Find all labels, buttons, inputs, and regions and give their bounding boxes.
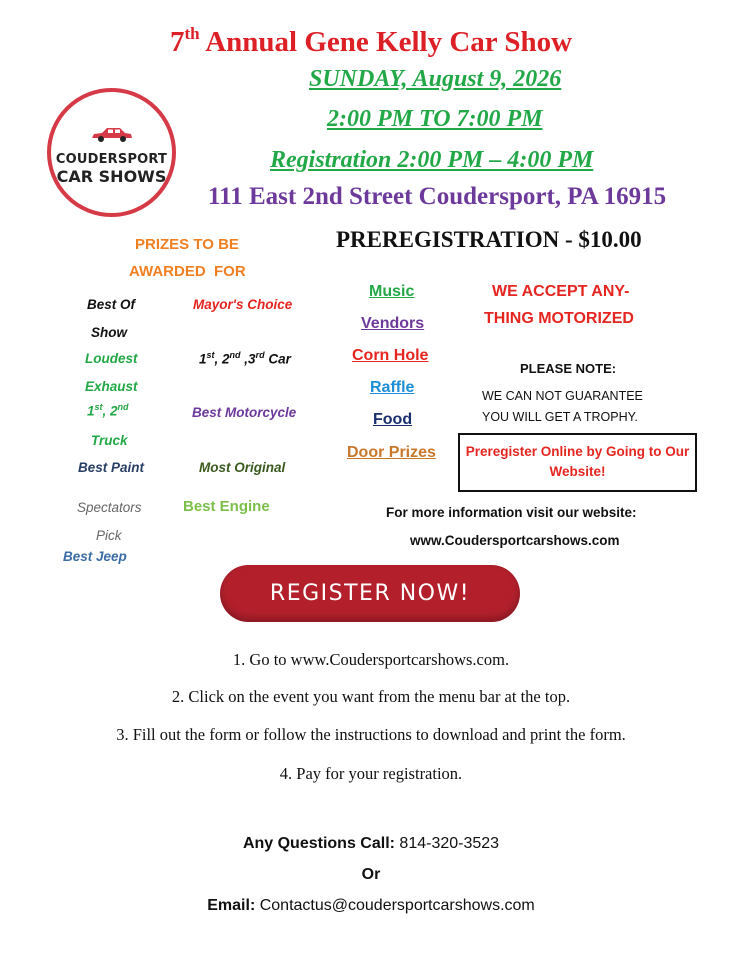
prizes-heading-1: PRIZES TO BE [135, 236, 239, 253]
accept-line-1: WE ACCEPT ANY- [492, 283, 630, 300]
prize-truck: Truck [91, 433, 128, 448]
prize-best-paint: Best Paint [78, 460, 145, 475]
contact-email-line: Email: Contactus@coudersportcarshows.com [207, 897, 535, 914]
prize-show: Show [91, 325, 127, 340]
event-time: 2:00 PM TO 7:00 PM [327, 106, 543, 132]
website-link[interactable]: www.Coudersportcarshows.com [410, 533, 620, 548]
prize-best-of: Best Of [87, 297, 136, 312]
contact-or: Or [361, 866, 381, 883]
prize-loudest: Loudest [85, 351, 138, 366]
logo-line-2: CAR SHOWS [56, 167, 167, 186]
note-heading: PLEASE NOTE: [520, 361, 617, 376]
contact-phone-line: Any Questions Call: 814-320-3523 [242, 835, 500, 852]
prize-car-places: 1st, 2nd ,3rd Car [199, 350, 291, 367]
prize-exhaust: Exhaust [85, 379, 138, 394]
activity-door-prizes: Door Prizes [347, 444, 436, 461]
accept-line-2: THING MOTORIZED [484, 310, 634, 327]
prize-pick: Pick [96, 528, 122, 543]
prize-best-engine: Best Engine [183, 498, 270, 515]
contact-email[interactable]: Contactus@coudersportcarshows.com [255, 897, 535, 914]
coudersport-logo [47, 88, 176, 217]
car-icon [90, 125, 134, 143]
prize-best-jeep: Best Jeep [63, 549, 127, 564]
preregister-online-text: Preregister Online by Going to Our Website! [465, 444, 690, 479]
prize-spectators: Spectators [77, 500, 142, 515]
event-date: SUNDAY, August 9, 2026 [309, 66, 562, 92]
prize-best-motorcycle: Best Motorcycle [192, 405, 297, 420]
more-info-text: For more information visit our website: [386, 505, 637, 520]
prize-mayors-choice: Mayor's Choice [193, 297, 293, 312]
step-3: 3. Fill out the form or follow the instructions to download and print the form. [116, 725, 626, 744]
note-line-1: WE CAN NOT GUARANTEE [482, 389, 643, 403]
activity-food: Food [373, 411, 413, 428]
activity-raffle: Raffle [370, 379, 415, 396]
prize-most-original: Most Original [199, 460, 286, 475]
logo-line-1: COUDERSPORT [55, 152, 168, 167]
step-4: 4. Pay for your registration. [279, 764, 463, 783]
activity-music: Music [369, 283, 415, 300]
event-address: 111 East 2nd Street Coudersport, PA 16915 [208, 183, 667, 210]
event-title: 7th Annual Gene Kelly Car Show [169, 24, 573, 58]
note-line-2: YOU WILL GET A TROPHY. [482, 410, 638, 424]
step-2: 2. Click on the event you want from the menu bar at the top. [171, 687, 571, 706]
activity-vendors: Vendors [361, 315, 425, 332]
contact-phone: 814-320-3523 [394, 835, 500, 852]
preregister-online-box [458, 433, 697, 492]
registration-time: Registration 2:00 PM – 4:00 PM [270, 147, 594, 173]
register-now-button[interactable]: REGISTER NOW! [220, 565, 520, 622]
prizes-heading-2: AWARDED FOR [129, 263, 246, 280]
preregistration-price: PREREGISTRATION - $10.00 [336, 227, 642, 252]
prize-truck-places: 1st, 2nd [87, 402, 129, 419]
step-1: 1. Go to www.Coudersportcarshows.com. [232, 650, 510, 669]
activity-corn-hole: Corn Hole [352, 347, 429, 364]
